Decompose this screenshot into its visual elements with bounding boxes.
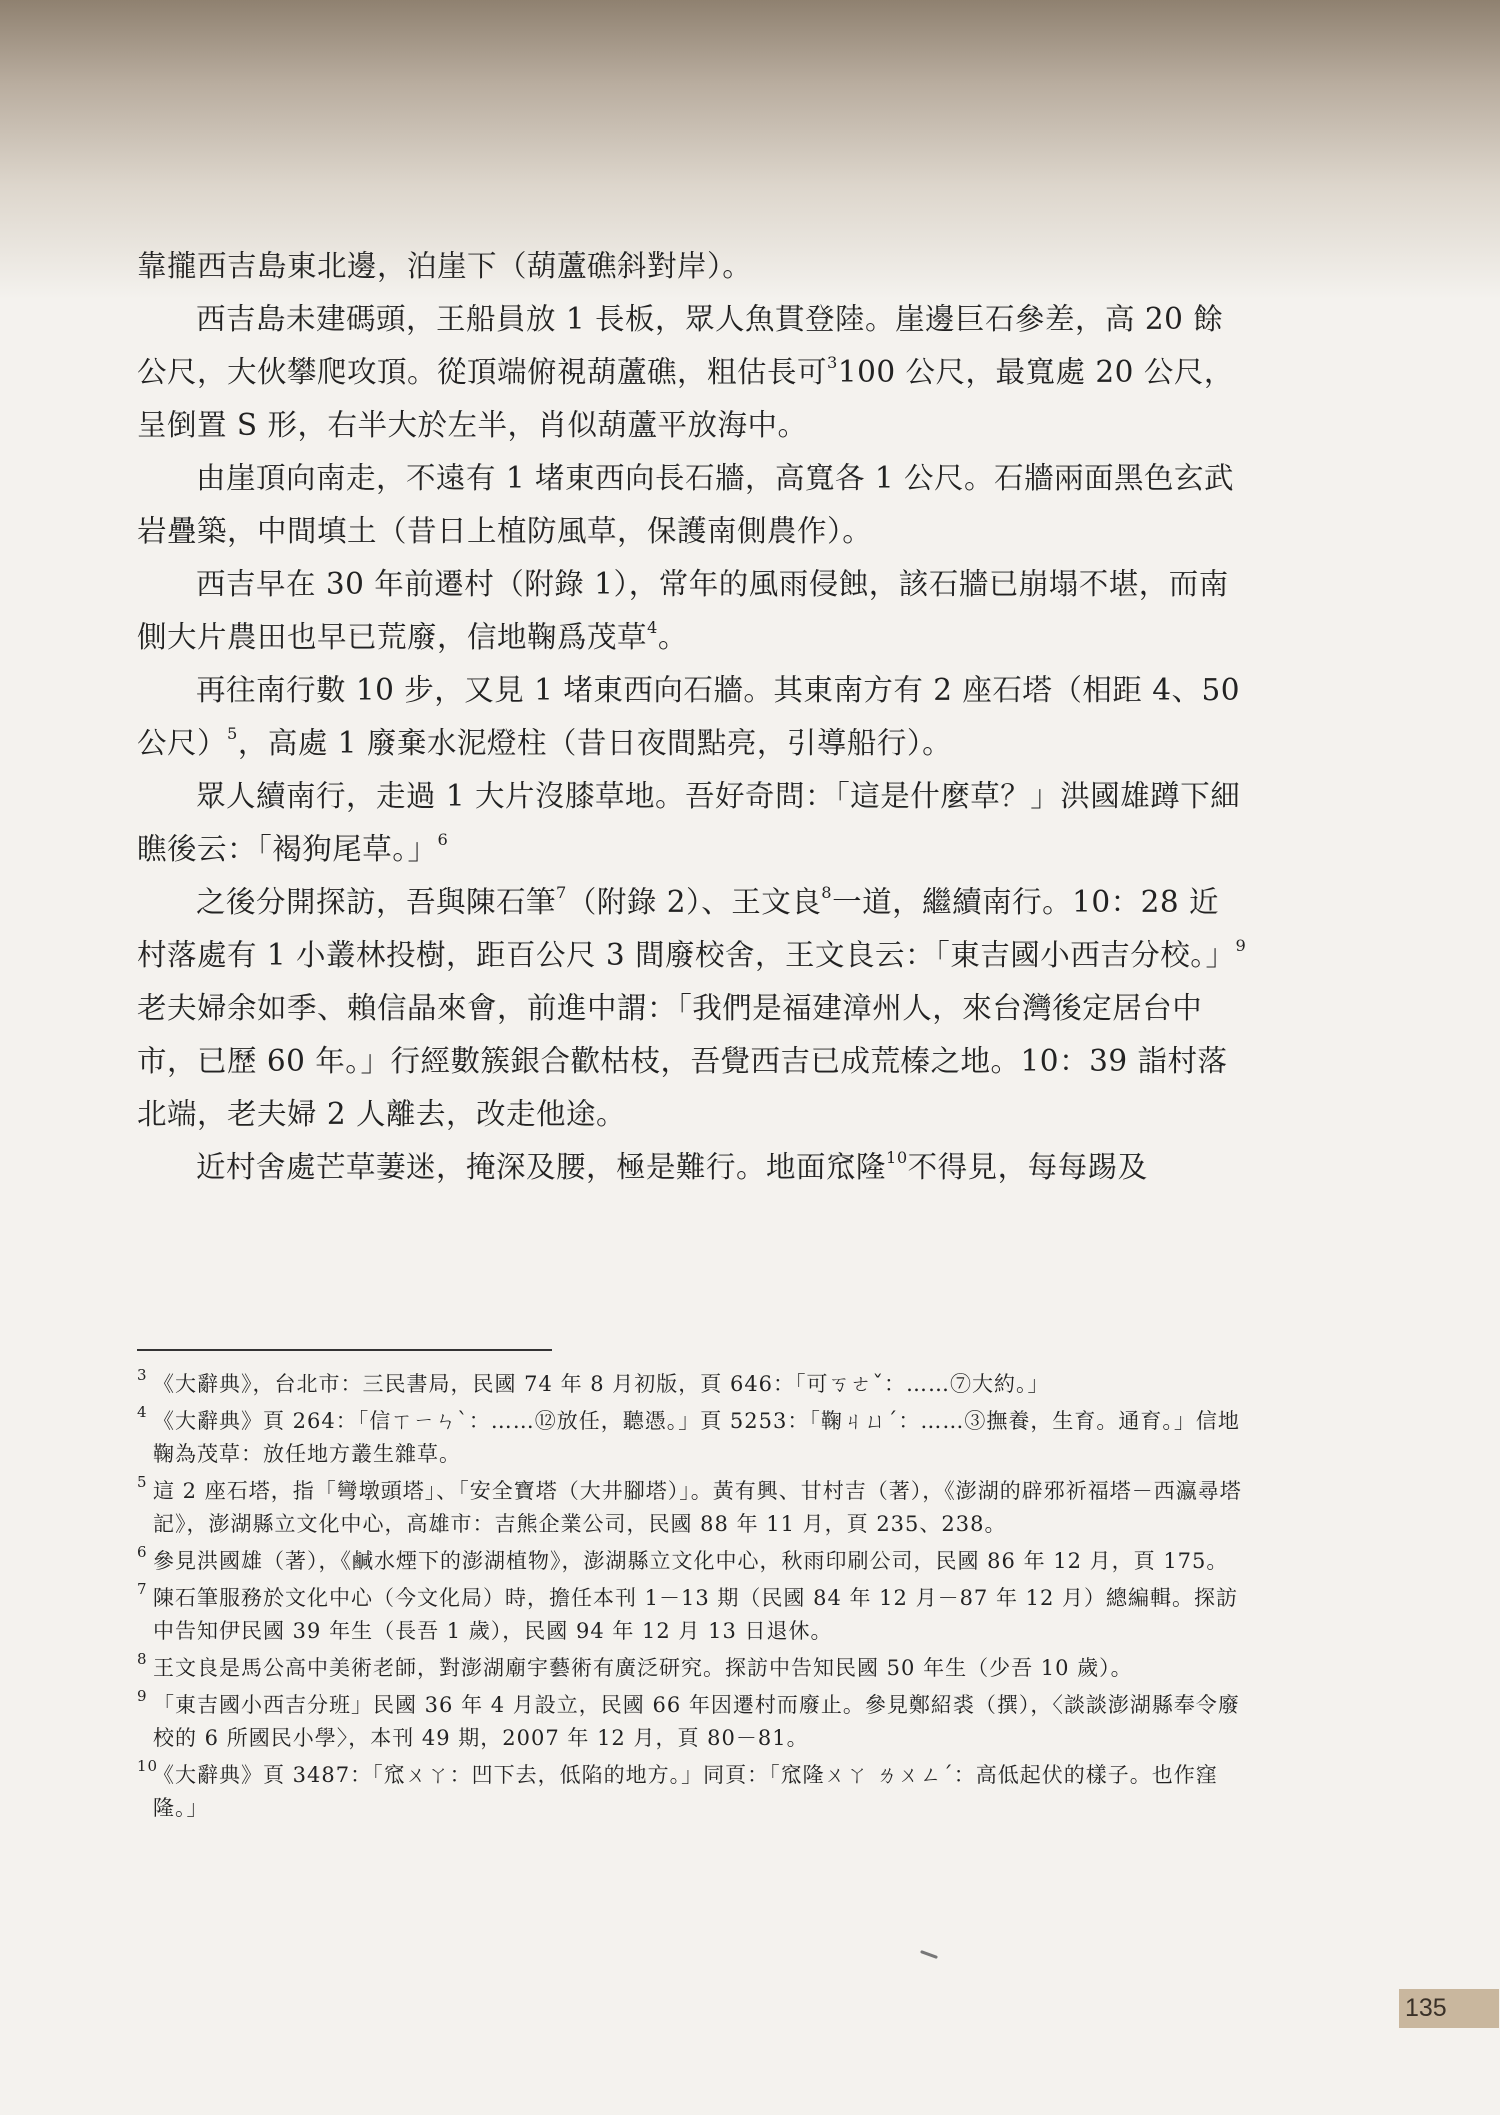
footnotes [137,1368,1249,1829]
footnote-text: 「東吉國小西吉分班」民國 36 年 4 月設立，民國 66 年因遷村而廢止。參見鄭紹裘（撰），〈談談澎湖縣奉令廢校的 6 所國民小學〉，本刊 49 期，2007 年 12 月，頁 80－81。 [153,1693,1240,1750]
footnote-item [137,1582,1249,1648]
footnote-item [137,1475,1249,1541]
footnote-ref-7: 7 [556,883,567,903]
footnote-ref-6: 6 [437,830,449,850]
paragraph-6: 眾人續南行，走過 1 大片沒膝草地。吾好奇問：「這是什麼草？」洪國雄蹲下細瞧後云：「褐狗尾草。」$^6$ [137,779,1241,866]
body-text [137,240,1249,1194]
scan-artifact [920,1950,938,1959]
footnote-ref-9: 9 [1235,936,1247,956]
footnote-item [137,1759,1249,1825]
footnote-item [137,1545,1249,1578]
footnote-text: 陳石筆服務於文化中心（今文化局）時，擔任本刊 1－13 期（民國 84 年 12 月－87 年 12 月）總編輯。探訪中告知伊民國 39 年生（長吾 1 歲），民國 94 年 12 月 13 日退休。 [153,1586,1239,1643]
footnote-ref-4: 4 [647,618,658,638]
paragraph-1: 靠攏西吉島東北邊，泊崖下（葫蘆礁斜對岸）。 [137,249,753,283]
footnote-item [137,1368,1249,1401]
footnote-number: 9 [137,1687,148,1705]
footnote-number: 10 [137,1757,159,1775]
paragraph-8: 近村舍處芒草萋迷，掩深及腰，極是難行。地面窊隆$^{10}$不得見，每每踢及 [196,1148,1148,1184]
footnote-ref-3: 3 [827,353,838,373]
footnote-number: 5 [137,1473,148,1491]
paragraph-4: 西吉早在 30 年前遷村（附錄 1），常年的風雨侵蝕，該石牆已崩塌不堪，而南側大片農田也早已荒廢，信地鞠爲茂草$^4$。 [137,567,1229,654]
page-number: 135 [1399,1989,1499,2028]
footnote-text: 參見洪國雄（著），《鹹水煙下的澎湖植物》，澎湖縣立文化中心，秋雨印刷公司，民國 86 年 12 月，頁 175。 [153,1549,1229,1573]
paragraph-2: 西吉島未建碼頭，王船員放 1 長板，眾人魚貫登陸。崖邊巨石參差，高 20 餘公尺，大伙攀爬攻頂。從頂端俯視葫蘆礁，粗估長可$^3$100 公尺，最寬處 20 公尺，呈倒置 S 形，右半大於左半，肖似葫蘆平放海中。 [137,302,1234,442]
footnote-number: 6 [137,1543,148,1561]
footnote-text: 《大辭典》頁 264：「信ㄒㄧㄣˋ：……⑫放任，聽憑。」頁 5253：「鞠ㄐㄩˊ：……③撫養，生育。通育。」信地鞠為茂草：放任地方叢生雜草。 [153,1409,1240,1466]
paragraph-7: 之後分開探訪，吾與陳石筆$^7$（附錄 2）、王文良$^8$一道，繼續南行。10：28 近村落處有 1 小叢林投樹，距百公尺 3 間廢校舍，王文良云：「東吉國小西吉分校。」$^9$老夫婦余如季、賴信晶來會，前進中謂：「我們是福建漳州人，來台灣後定居台中市，已歷 60 年。」行經數簇銀合歡枯枝，吾覺西吉已成荒榛之地。10：39 詣村落北端，老夫婦 2 人離去，改走他途。 [137,883,1247,1131]
footnote-item [137,1405,1249,1471]
footnote-ref-8: 8 [821,883,833,903]
footnote-text: 《大辭典》頁 3487：「窊ㄨㄚ：凹下去，低陷的地方。」同頁：「窊隆ㄨㄚ ㄌㄨㄥˊ：高低起伏的樣子。也作窪隆。」 [153,1763,1218,1820]
paragraph-5: 再往南行數 10 步，又見 1 堵東西向石牆。其東南方有 2 座石塔（相距 4、50 公尺）$^5$，高處 1 廢棄水泥燈柱（昔日夜間點亮，引導船行）。 [137,673,1241,760]
footnote-text: 這 2 座石塔，指「彎墩頭塔」、「安全寶塔（大井腳塔）」。黃有興、甘村吉（著），《澎湖的辟邪祈福塔－西瀛尋塔記》，澎湖縣立文化中心，高雄市：吉熊企業公司，民國 88 年 11 月，頁 235、238。 [153,1479,1242,1536]
footnote-text: 王文良是馬公高中美術老師，對澎湖廟宇藝術有廣泛研究。探訪中告知民國 50 年生（少吾 10 歲）。 [153,1656,1133,1680]
footnote-item [137,1652,1249,1685]
footnote-ref-10: 10 [886,1148,908,1168]
footnote-ref-5: 5 [227,724,238,744]
footnote-item [137,1689,1249,1755]
footnote-number: 8 [137,1650,148,1668]
footnote-divider [137,1349,552,1351]
footnote-number: 7 [137,1580,148,1598]
footnote-number: 4 [137,1403,148,1421]
footnote-number: 3 [137,1366,148,1384]
footnote-text: 《大辭典》，台北市：三民書局，民國 74 年 8 月初版，頁 646：「可ㄎㄜˇ：……⑦大約。」 [153,1372,1050,1396]
paragraph-3: 由崖頂向南走，不遠有 1 堵東西向長石牆，高寬各 1 公尺。石牆兩面黑色玄武岩疊築，中間填土（昔日上植防風草，保護南側農作）。 [137,461,1235,548]
